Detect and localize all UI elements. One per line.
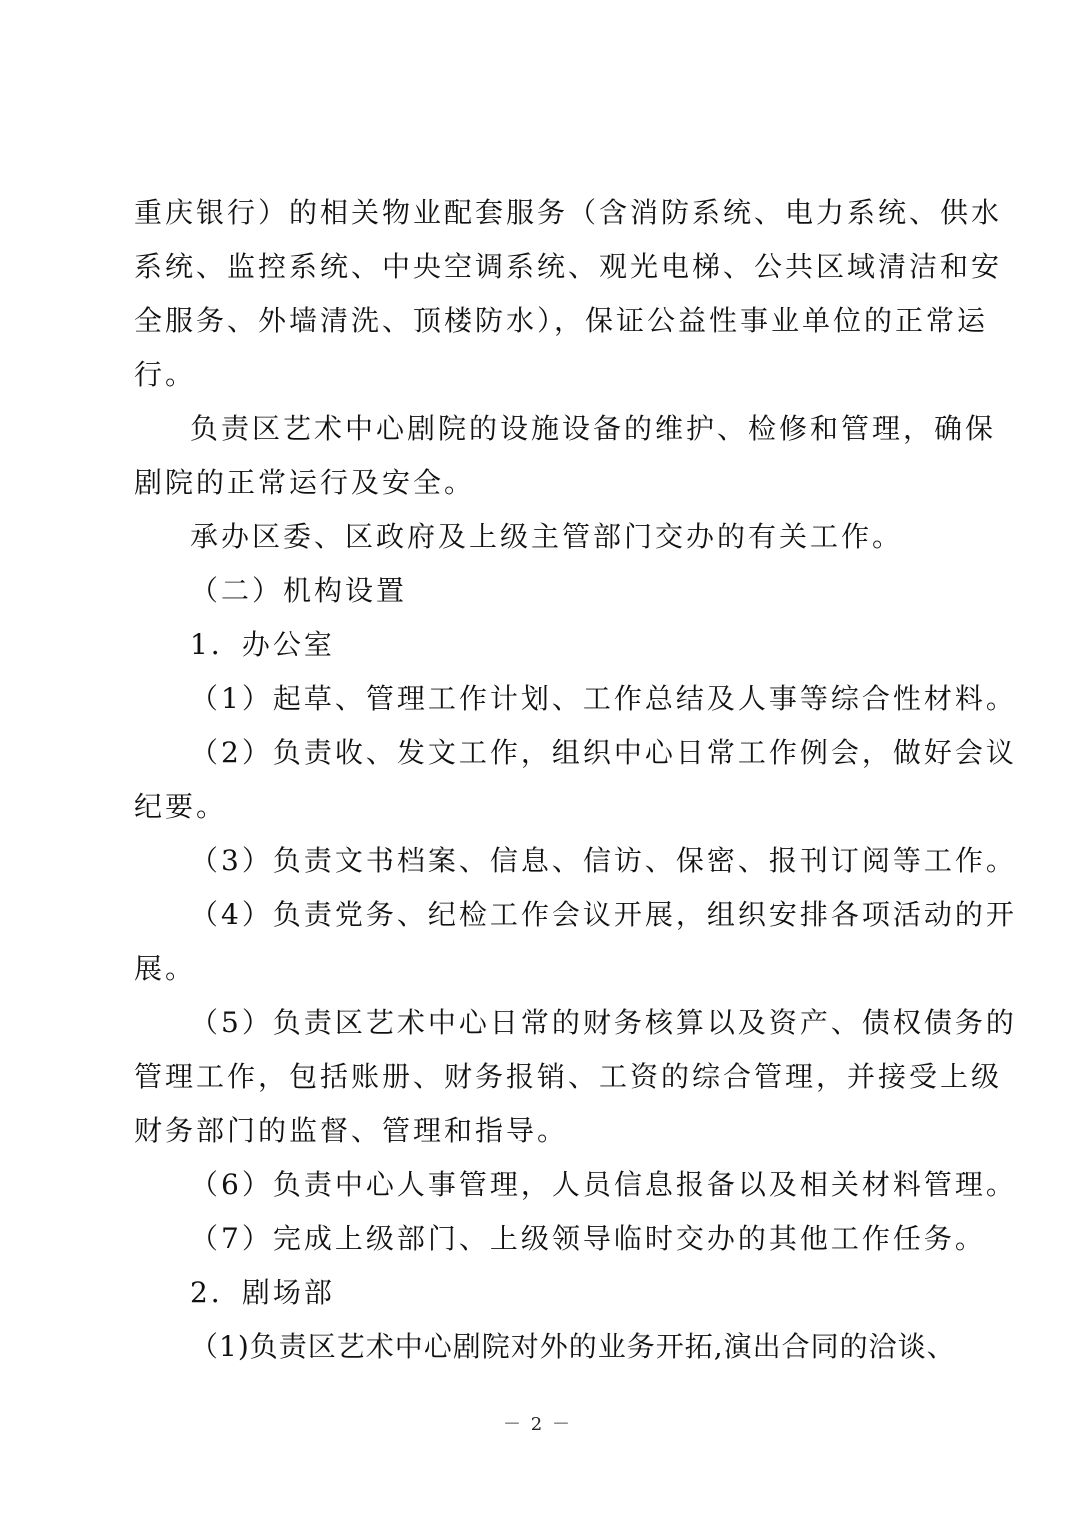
- subsection-heading: 2．剧场部: [190, 1276, 335, 1309]
- paragraph-line: 承办区委、区政府及上级主管部门交办的有关工作。: [190, 520, 904, 553]
- list-item: （7）完成上级部门、上级领导临时交办的其他工作任务。: [190, 1222, 986, 1255]
- list-item: （3）负责文书档案、信息、信访、保密、报刊订阅等工作。: [190, 844, 1017, 877]
- paragraph-line: 剧院的正常运行及安全。: [134, 466, 476, 499]
- document-body: [134, 186, 1017, 1374]
- subsection-heading: 1．办公室: [190, 628, 335, 661]
- list-item: （6）负责中心人事管理，人员信息报备以及相关材料管理。: [190, 1168, 1017, 1201]
- paragraph-line: 重庆银行）的相关物业配套服务（含消防系统、电力系统、供水: [134, 196, 1003, 229]
- list-item-continuation: 纪要。: [134, 790, 228, 823]
- section-heading: （二）机构设置: [190, 574, 408, 607]
- paragraph-line: 行。: [134, 358, 197, 391]
- page-number: － 2 －: [503, 1414, 572, 1435]
- list-item: （4）负责党务、纪检工作会议开展，组织安排各项活动的开: [190, 898, 1017, 931]
- paragraph-line: 系统、监控系统、中央空调系统、观光电梯、公共区域清洁和安: [134, 250, 1003, 283]
- paragraph-line: 全服务、外墙清洗、顶楼防水），保证公益性事业单位的正常运: [134, 304, 989, 337]
- paragraph-line: 负责区艺术中心剧院的设施设备的维护、检修和管理，确保: [190, 412, 997, 445]
- list-item-continuation: 管理工作，包括账册、财务报销、工资的综合管理，并接受上级: [134, 1060, 1003, 1093]
- list-item-continuation: 展。: [134, 952, 197, 985]
- list-item: （5）负责区艺术中心日常的财务核算以及资产、债权债务的: [190, 1006, 1017, 1039]
- list-item: （1）起草、管理工作计划、工作总结及人事等综合性材料。: [190, 682, 1017, 715]
- list-item: （1)负责区艺术中心剧院对外的业务开拓,演出合同的洽谈、: [190, 1330, 956, 1363]
- list-item-continuation: 财务部门的监督、管理和指导。: [134, 1114, 569, 1147]
- list-item: （2）负责收、发文工作，组织中心日常工作例会，做好会议: [190, 736, 1017, 769]
